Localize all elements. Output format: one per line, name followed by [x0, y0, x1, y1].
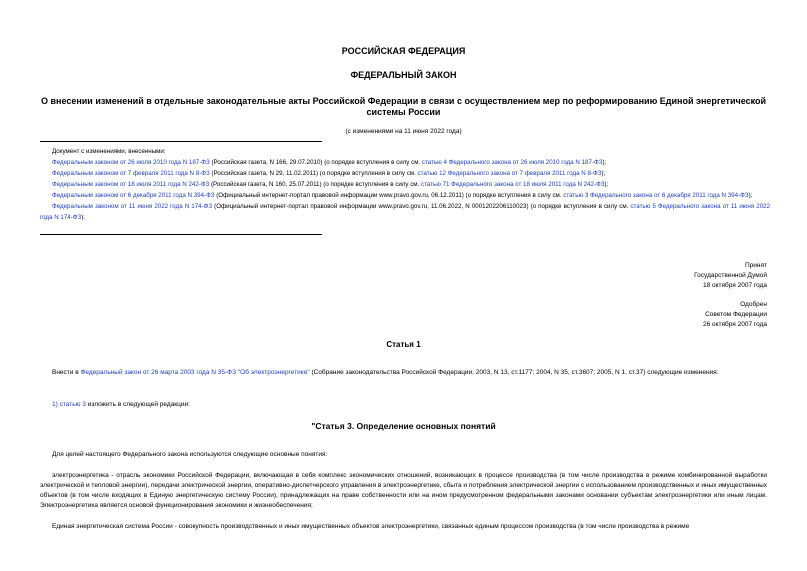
amended-note: (с изменениями на 11 июня 2022 года): [345, 128, 462, 135]
change-article-link[interactable]: статью 4 Федерального закона от 26 июля 2010 года N 187-ФЗ: [421, 159, 603, 166]
change-article-link[interactable]: статью 12 Федерального закона от 7 февраля 2011 года N 8-ФЗ: [417, 170, 602, 177]
changes-block: [40, 146, 770, 223]
accepted-body: Государственной Думой: [694, 272, 767, 279]
article-1-text: Внести в: [52, 369, 81, 376]
approved-block: [567, 300, 767, 330]
change-article-link[interactable]: статью 5 Федерального закона от 11 июня 2022 года N 174-ФЗ: [40, 203, 771, 221]
change-tail: );: [748, 192, 753, 199]
article-3-intro: [40, 450, 767, 460]
approved-label: Одобрен: [740, 301, 767, 308]
item-1-paragraph: [40, 400, 767, 410]
change-law-link[interactable]: Федеральным законом от 26 июля 2010 года N 187-ФЗ: [52, 159, 210, 166]
law-type-heading: ФЕДЕРАЛЬНЫЙ ЗАКОН: [350, 70, 457, 80]
change-item: [40, 190, 770, 201]
item-1-text: изложить в следующей редакции:: [85, 401, 190, 408]
approved-body: Советом Федерации: [705, 311, 767, 318]
divider-bottom: [40, 234, 322, 235]
change-tail: );: [602, 159, 607, 166]
divider-top: [40, 141, 322, 142]
accepted-label: Принят: [744, 262, 767, 269]
energy-law-link[interactable]: Федеральный закон от 26 марта 2003 года N 35-ФЗ "Об электроэнергетике": [80, 369, 310, 376]
definition-ees: [40, 522, 767, 532]
article-1-heading: Статья 1: [386, 340, 421, 349]
change-text: (Официальный интернет-портал правовой информации www.pravo.gov.ru, 11.06.2022, N 0001202206110023) (о порядке вступления в силу см.: [212, 203, 631, 210]
definitions-intro: Для целей настоящего Федерального закона используются следующие основные понятия:: [52, 451, 328, 458]
change-tail: );: [601, 170, 606, 177]
definition-paragraph: электроэнергетика - отрасль экономики Российской Федерации, включающая в себя комплекс экономических отношений, возникающих в процессе производства (в том числе производства в режиме комбинированной выработки электрической и тепловой энергии), передачи электрической энергии, оперативно-диспетчерского управления в электроэнергетике, сбыта и потребления электрической энергии с использованием производственных и иных имущественных объектов (в том числе входящих в Единую энергетическую систему России), принадлежащих на праве собственности или на ином предусмотренном федеральными законами основании субъектам электроэнергетики или иным лицам. Электроэнергетика является основой функционирования экономики и жизнеобеспечения;: [40, 472, 767, 509]
change-law-link[interactable]: Федеральным законом от 7 февраля 2011 года N 8-ФЗ: [52, 170, 210, 177]
change-text: (Российская газета, N 29, 11.02.2011) (о порядке вступления в силу см.: [209, 170, 418, 177]
definition-electroenergetics: [40, 471, 767, 511]
change-item: [40, 201, 770, 223]
change-article-link[interactable]: статью 3 Федерального закона от 6 декабря 2011 года N 394-ФЗ: [563, 192, 749, 199]
change-tail: ).: [81, 214, 85, 221]
law-title: О внесении изменений в отдельные законодательные акты Российской Федерации в связи с осуществлением мер по реформированию Единой энергетической системы России: [40, 96, 767, 117]
article-1-paragraph: [40, 368, 767, 378]
approved-date: 26 октября 2007 года: [702, 321, 767, 328]
country-heading: РОССИЙСКАЯ ФЕДЕРАЦИЯ: [341, 46, 466, 56]
article-3-heading: "Статья 3. Определение основных понятий: [311, 421, 496, 431]
change-law-link[interactable]: Федеральным законом от 18 июля 2011 года N 242-ФЗ: [52, 181, 210, 188]
article-3-link[interactable]: статью 3: [59, 401, 86, 408]
accepted-date: 18 октября 2007 года: [702, 282, 767, 289]
change-tail: );: [604, 181, 609, 188]
item-number-link[interactable]: 1): [52, 401, 60, 408]
change-text: (Российская газета, N 160, 25.07.2011) (о порядке вступления в силу см.: [209, 181, 421, 188]
definition-paragraph: Единая энергетическая система России - совокупность производственных и иных имущественных объектов электроэнергетики, связанных единым процессом производства (в том числе производства в режиме: [52, 523, 690, 530]
article-1-text-cont: (Собрание законодательства Российской Федерации, 2003, N 13, ст.1177; 2004, N 35, ст.3607; 2005, N 1, ст.37) следующие изменения:: [309, 369, 719, 376]
change-item: [40, 168, 770, 179]
change-text: (Официальный интернет-портал правовой информации www.pravo.gov.ru, 06.12.2011) (о порядке вступления в силу см.: [214, 192, 564, 199]
article-1-item: [40, 400, 767, 410]
change-law-link[interactable]: Федеральным законом от 11 июня 2022 года N 174-ФЗ: [52, 203, 213, 210]
change-law-link[interactable]: Федеральным законом от 6 декабря 2011 года N 394-ФЗ: [52, 192, 215, 199]
changes-intro: Документ с изменениями, внесенными:: [52, 148, 166, 155]
change-article-link[interactable]: статью 71 Федерального закона от 18 июля 2011 года N 242-ФЗ: [420, 181, 605, 188]
change-text: (Российская газета, N 166, 29.07.2010) (о порядке вступления в силу см.: [209, 159, 422, 166]
change-item: [40, 179, 770, 190]
change-item: [40, 157, 770, 168]
article-1-body: [40, 368, 767, 378]
accepted-block: [567, 261, 767, 291]
